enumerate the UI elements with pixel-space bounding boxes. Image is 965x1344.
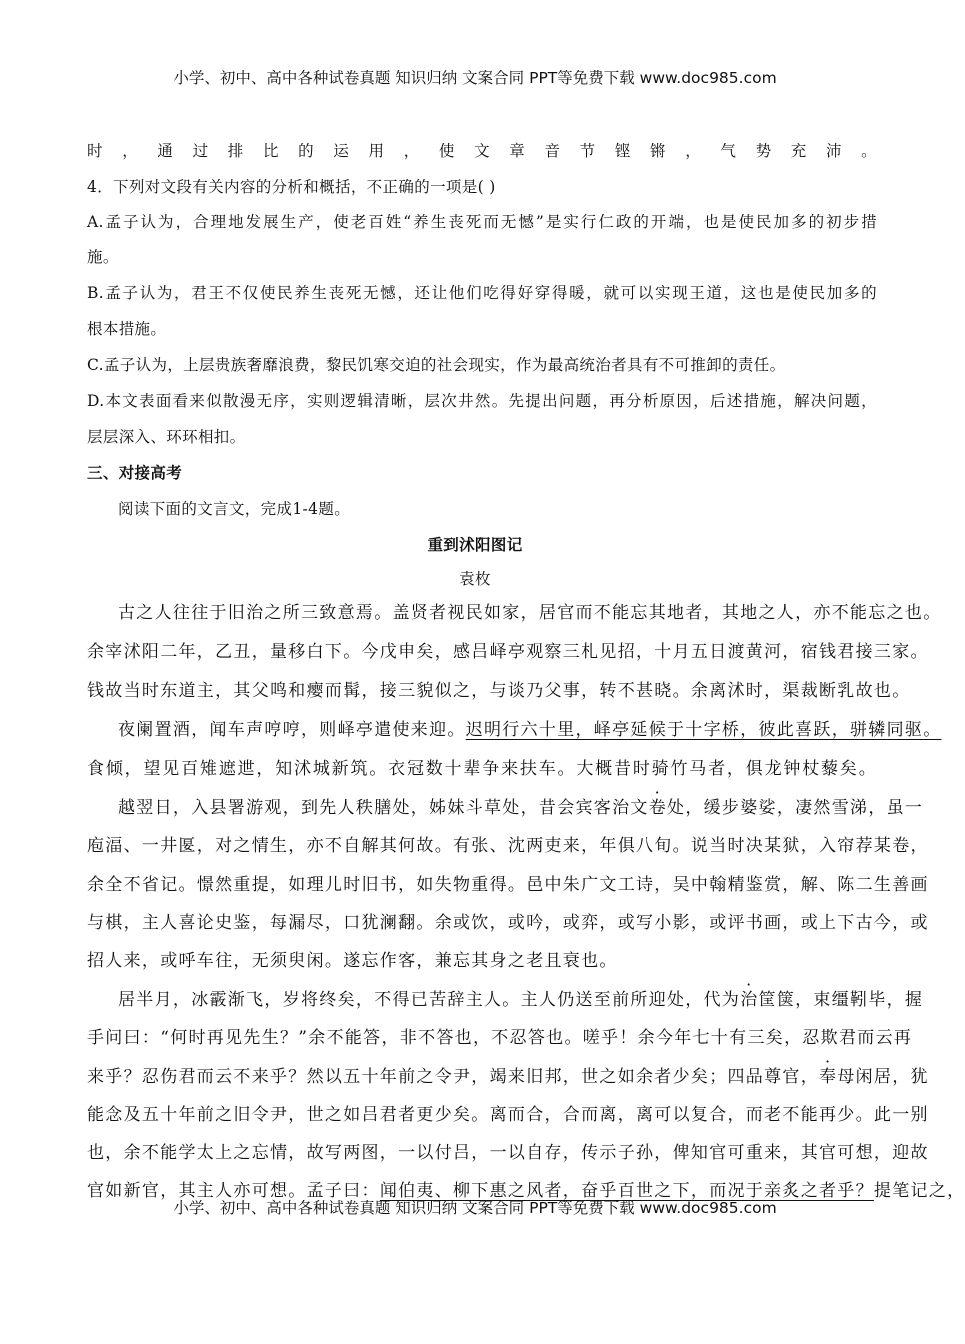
option-b: B.孟子认为，君王不仅使民养生丧死无憾，还让他们吃得好穿得暖，就可以实现王道，这也是使民加多的 (87, 284, 877, 302)
underlined-sentence: 迟明行六十里，峄亭延候于十字桥，彼此喜跃，骈辚同驱。 (465, 720, 942, 740)
plain-text: 母闲居，犹 (837, 1067, 929, 1087)
dotted-char: 治 (740, 990, 759, 1010)
passage-line (118, 990, 924, 1010)
plain-text: 筐箧，束缰靷毕，握 (758, 990, 924, 1010)
dotted-char: 卷 (648, 798, 668, 818)
passage-line: 余全不省记。憬然重提，如理儿时旧书，如失物重得。邑中朱广文工诗，吴中翰精鉴赏，解、陈二生善画 (87, 875, 929, 895)
plain-text: 来乎？忍伤君而云不来乎？然以五十年前之令尹，竭来旧邦，世之如余者少矣；四品尊官， (87, 1067, 819, 1087)
dotted-char: 奉 (819, 1067, 838, 1087)
underlined-sentence: 闻伯夷、柳下惠之风者，奋乎百世之下，而况于亲炙之者乎？ (379, 1181, 874, 1201)
passage-line: 与棋，主人喜论史鉴，每漏尽，口犹澜翻。余或饮，或吟，或弈，或写小影，或评书画，或上下古今，或 (87, 913, 929, 933)
plain-text: 夜阑置酒，闻车声哼哼，则峄亭遣使来迎。 (118, 720, 466, 740)
passage-line: 余宰沭阳二年，乙丑，量移白下。今戊申矣，感吕峄亭观察三札见招，十月五日渡黄河，宿钱君接三家。 (87, 642, 929, 662)
section-heading: 三、对接高考 (87, 464, 183, 482)
option-b-cont: 根本措施。 (87, 320, 167, 338)
plain-text: 越翌日，入县署游观，到先人秩膳处，姊妹斗草处，昔会宾客治文 (118, 798, 649, 818)
passage-line (87, 1067, 929, 1087)
plain-text: 处，缓步婆娑，凄然雪涕，虽一 (667, 798, 924, 818)
plain-text: 居半月，冰霰渐飞，岁将终矣，不得已苦辞主人。主人仍送至前所迎处，代为 (118, 990, 741, 1010)
passage-line: 招人来，或呼车往，无须臾闲。遂忘作客，兼忘其身之老且衰也。 (87, 951, 618, 971)
passage-line (118, 720, 942, 740)
section-intro: 阅读下面的文言文，完成1-4题。 (118, 500, 351, 518)
passage-line: 也，余不能学太上之忘情，故写两图，一以付吕，一以自存，传示子孙，俾知官可重来，其官可想，迎故 (87, 1143, 929, 1163)
option-c: C.孟子认为，上层贵族奢靡浪费，黎民饥寒交迫的社会现实，作为最高统治者具有不可推卸的责任。 (87, 356, 786, 374)
question-4-stem: 4．下列对文段有关内容的分析和概括，不正确的一项是( ) (87, 178, 496, 196)
passage-line (118, 798, 924, 818)
page-header-ad: 小学、初中、高中各种试卷真题 知识归纳 文案合同 PPT等免费下载 www.doc985.com (173, 69, 777, 87)
option-a: A.孟子认为，合理地发展生产，使老百姓“养生丧死而无憾”是实行仁政的开端，也是使民加多的初步措 (87, 213, 877, 231)
passage-line: 能念及五十年前之旧令尹，世之如吕君者更少矣。离而合，合而离，离可以复合，而老不能再少。此一别 (87, 1105, 929, 1125)
option-d: D.本文表面看来似散漫无序，实则逻辑清晰，层次井然。先提出问题，再分析原因，后述措施，解决问题， (87, 392, 877, 410)
option-a-cont: 施。 (87, 248, 119, 266)
passage-title: 重到沭阳图记 (427, 536, 523, 554)
passage-line: 手问曰：“何时再见先生？”余不能答，非不答也，不忍答也。嗟乎！余今年七十有三矣，忍欺君而云再 (87, 1028, 913, 1048)
passage-line: 钱故当时东道主，其父鸣和瘿而髯，接三貌似之，与谈乃父事，转不甚晓。余离沭时，渠裁断乳故也。 (87, 681, 911, 701)
passage-author: 袁枚 (459, 570, 491, 588)
passage-line: 食倾，望见百雉遮迣，知沭城新筑。衣冠数十辈争来扶车。大概昔时骑竹马者，俱龙钟杖藜矣。 (87, 759, 877, 779)
plain-text: 官如新官，其主人亦可想。孟子曰： (87, 1181, 380, 1201)
passage-line: 古之人往往于旧治之所三致意焉。盖贤者视民如家，居官而不能忘其地者，其地之人，亦不能忘之也。 (118, 603, 942, 623)
plain-text: 提笔记之， (873, 1181, 965, 1201)
text-line: 时，通过排比的运用，使文章音节铿锵，气势充沛。 (87, 142, 877, 160)
passage-line: 庖湢、一井匽，对之情生，亦不自解其何故。有张、沈两吏来，年俱八旬。说当时决某狱，入帘荐某卷， (87, 836, 929, 856)
option-d-cont: 层层深入、环环相扣。 (87, 428, 246, 446)
page-footer-ad: 小学、初中、高中各种试卷真题 知识归纳 文案合同 PPT等免费下载 www.doc985.com (173, 1199, 777, 1217)
